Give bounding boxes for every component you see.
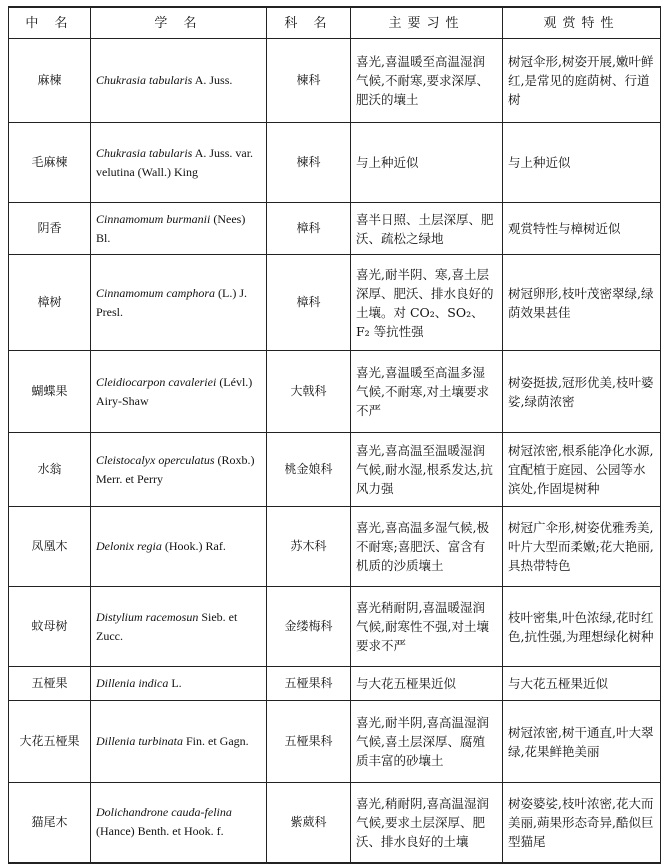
habit-cell: 与上种近似 [351, 123, 503, 203]
habit-cell: 喜半日照、土层深厚、肥沃、疏松之绿地 [351, 203, 503, 255]
header-ornamental-trait: 观赏特性 [503, 7, 661, 39]
chinese-name-cell: 大花五桠果 [9, 701, 91, 783]
scientific-name-italic: Chukrasia tabularis [96, 145, 193, 160]
family-cell: 樟科 [267, 203, 351, 255]
chinese-name-cell: 蚊母树 [9, 587, 91, 667]
habit-cell: 喜光,稍耐阴,喜高温湿润气候,要求土层深厚、肥沃、排水良好的土壤 [351, 783, 503, 863]
trait-cell: 观赏特性与樟树近似 [503, 203, 661, 255]
family-cell: 苏木科 [267, 507, 351, 587]
chinese-name-cell: 麻楝 [9, 39, 91, 123]
header-scientific-name: 学 名 [91, 7, 267, 39]
scientific-name-italic: Dolichandrone cauda-felina [96, 805, 232, 820]
table-row [9, 255, 661, 351]
scientific-name-author: A. Juss. [192, 73, 233, 87]
scientific-name-cell [91, 507, 267, 587]
habit-cell: 喜光,耐半阴、寒,喜土层深厚、肥沃、排水良好的土壤。对 CO₂、SO₂、F₂ 等抗性强 [351, 255, 503, 351]
family-cell: 紫葳科 [267, 783, 351, 863]
scientific-name-author: (Hance) Benth. et Hook. f. [96, 824, 224, 839]
scientific-name-author: (Nees) Bl. [96, 211, 246, 245]
scientific-name-cell [91, 783, 267, 863]
table-row [9, 701, 661, 783]
scientific-name-italic: Cleidiocarpon cavaleriei [96, 374, 217, 389]
chinese-name-cell: 蝴蝶果 [9, 351, 91, 433]
trait-cell: 与大花五桠果近似 [503, 667, 661, 701]
chinese-name-cell: 樟树 [9, 255, 91, 351]
family-cell: 楝科 [267, 39, 351, 123]
chinese-name-cell: 水翁 [9, 433, 91, 507]
table-row [9, 203, 661, 255]
table-row [9, 667, 661, 701]
scientific-name-italic: Dillenia turbinata [96, 734, 183, 748]
trait-cell: 树姿婆娑,枝叶浓密,花大而美丽,蒴果形态奇异,酷似巨型猫尾 [503, 783, 661, 863]
scientific-name-cell [91, 587, 267, 667]
family-cell: 五桠果科 [267, 667, 351, 701]
trait-cell: 与上种近似 [503, 123, 661, 203]
chinese-name-cell: 猫尾木 [9, 783, 91, 863]
scientific-name-italic: Dillenia indica [96, 676, 169, 690]
scientific-name-cell [91, 255, 267, 351]
table-row [9, 39, 661, 123]
scientific-name-author: (Hook.) Raf. [161, 539, 226, 553]
habit-cell: 与大花五桠果近似 [351, 667, 503, 701]
family-cell: 五桠果科 [267, 701, 351, 783]
table-row [9, 351, 661, 433]
scientific-name-author: Sieb. et Zucc. [96, 609, 238, 643]
scientific-name-author: (Lévl.) Airy-Shaw [96, 374, 253, 408]
scientific-name-author: Fin. et Gagn. [183, 734, 249, 748]
habit-cell: 喜光,喜高温至温暖湿润气候,耐水湿,根系发达,抗风力强 [351, 433, 503, 507]
scientific-name-cell [91, 701, 267, 783]
scientific-name-italic: Cinnamomum burmanii [96, 211, 211, 226]
trait-cell: 树冠卵形,枝叶茂密翠绿,绿荫效果甚佳 [503, 255, 661, 351]
chinese-name-cell: 五桠果 [9, 667, 91, 701]
trait-cell: 树冠伞形,树姿开展,嫩叶鲜红,是常见的庭荫树、行道树 [503, 39, 661, 123]
habit-cell: 喜光,喜高温多湿气候,极不耐寒;喜肥沃、富含有机质的沙质壤土 [351, 507, 503, 587]
header-chinese-name: 中 名 [9, 7, 91, 39]
scientific-name-author: A. Juss. var. velutina (Wall.) King [96, 145, 254, 179]
scientific-name-cell [91, 123, 267, 203]
chinese-name-cell: 阴香 [9, 203, 91, 255]
trait-cell: 树姿挺拔,冠形优美,枝叶婆娑,绿荫浓密 [503, 351, 661, 433]
family-cell: 樟科 [267, 255, 351, 351]
table-row [9, 507, 661, 587]
scientific-name-italic: Cleistocalyx operculatus [96, 452, 215, 467]
table-row [9, 123, 661, 203]
table-row [9, 587, 661, 667]
family-cell: 桃金娘科 [267, 433, 351, 507]
scientific-name-cell [91, 667, 267, 701]
scientific-name-author: L. [168, 676, 182, 690]
scientific-name-cell [91, 351, 267, 433]
scientific-name-author: (L.) J. Presl. [96, 285, 247, 319]
chinese-name-cell: 毛麻楝 [9, 123, 91, 203]
habit-cell: 喜光稍耐阴,喜温暖湿润气候,耐寒性不强,对土壤要求不严 [351, 587, 503, 667]
scientific-name-italic: Distylium racemosun [96, 609, 199, 624]
scientific-name-italic: Cinnamomum camphora [96, 285, 215, 300]
habit-cell: 喜光,耐半阴,喜高温湿润气候,喜土层深厚、腐殖质丰富的砂壤土 [351, 701, 503, 783]
family-cell: 金缕梅科 [267, 587, 351, 667]
trait-cell: 树冠浓密,树干通直,叶大翠绿,花果鲜艳美丽 [503, 701, 661, 783]
family-cell: 大戟科 [267, 351, 351, 433]
trait-cell: 树冠浓密,根系能净化水源,宜配植于庭园、公园等水滨处,作固堤树种 [503, 433, 661, 507]
trait-cell: 枝叶密集,叶色浓绿,花时红色,抗性强,为理想绿化树种 [503, 587, 661, 667]
table-row [9, 783, 661, 863]
scientific-name-cell [91, 39, 267, 123]
family-cell: 楝科 [267, 123, 351, 203]
habit-cell: 喜光,喜温暖至高温多湿气候,不耐寒,对土壤要求不严 [351, 351, 503, 433]
scientific-name-cell [91, 433, 267, 507]
header-row [9, 7, 661, 39]
table-row [9, 433, 661, 507]
scientific-name-author: (Roxb.) Merr. et Perry [96, 452, 255, 486]
chinese-name-cell: 凤凰木 [9, 507, 91, 587]
scientific-name-italic: Delonix regia [96, 539, 162, 553]
habit-cell: 喜光,喜温暖至高温湿润气候,不耐寒,要求深厚、肥沃的壤土 [351, 39, 503, 123]
scientific-name-italic: Chukrasia tabularis [96, 73, 193, 87]
header-family: 科 名 [267, 7, 351, 39]
trait-cell: 树冠广伞形,树姿优雅秀美,叶片大型而柔嫩;花大艳丽,具热带特色 [503, 507, 661, 587]
header-habit: 主要习性 [351, 7, 503, 39]
plant-table [8, 6, 661, 864]
scientific-name-cell [91, 203, 267, 255]
